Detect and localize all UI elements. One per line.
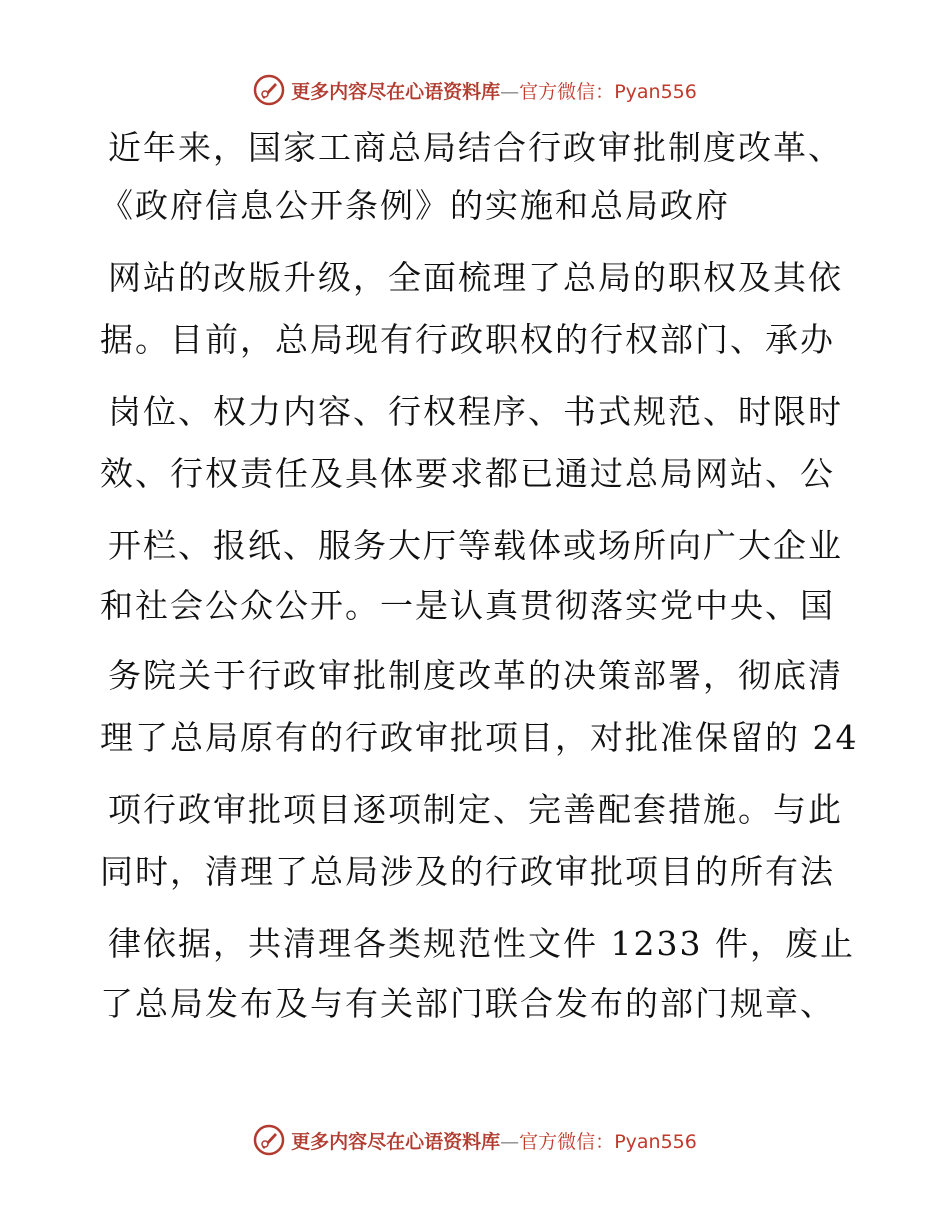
text-line: 网站的改版升级，全面梳理了总局的职权及其依	[108, 258, 843, 297]
banner-wechat-label: 官方微信：	[519, 1130, 615, 1153]
banner-brand-text: 更多内容尽在心语资料库	[291, 1130, 501, 1153]
text-line: 项行政审批项目逐项制定、完善配套措施。与此	[108, 790, 843, 829]
text-line: 务院关于行政审批制度改革的决策部署，彻底清	[108, 656, 843, 695]
banner-separator: —	[500, 80, 520, 103]
banner-brand-text: 更多内容尽在心语资料库	[291, 80, 501, 103]
text-line: 了总局发布及与有关部门联合发布的部门规章、	[100, 984, 835, 1023]
quill-logo-icon	[253, 74, 285, 106]
text-line: 律依据，共清理各类规范性文件 1233 件，废止	[108, 924, 855, 963]
text-line: 效、行权责任及具体要求都已通过总局网站、公	[100, 454, 835, 493]
text-line: 近年来，国家工商总局结合行政审批制度改革、	[108, 128, 843, 167]
quill-logo-icon	[253, 1124, 285, 1156]
banner-wechat-id: Pyan556	[614, 1130, 697, 1153]
banner-text	[291, 77, 697, 104]
banner-wechat-label: 官方微信：	[519, 80, 615, 103]
text-line: 据。目前，总局现有行政职权的行权部门、承办	[100, 320, 835, 359]
banner-separator: —	[500, 1130, 520, 1153]
banner-text	[291, 1127, 697, 1154]
text-line: 开栏、报纸、服务大厅等载体或场所向广大企业	[108, 526, 843, 565]
text-line: 《政府信息公开条例》的实施和总局政府	[100, 186, 730, 225]
text-line: 同时，清理了总局涉及的行政审批项目的所有法	[100, 852, 835, 891]
text-line: 岗位、权力内容、行权程序、书式规范、时限时	[108, 392, 843, 431]
header-banner	[0, 70, 950, 110]
banner-wechat-id: Pyan556	[614, 80, 697, 103]
text-line: 和社会公众公开。一是认真贯彻落实党中央、国	[100, 586, 835, 625]
footer-banner	[0, 1120, 950, 1160]
text-line: 理了总局原有的行政审批项目，对批准保留的 24	[100, 718, 859, 757]
